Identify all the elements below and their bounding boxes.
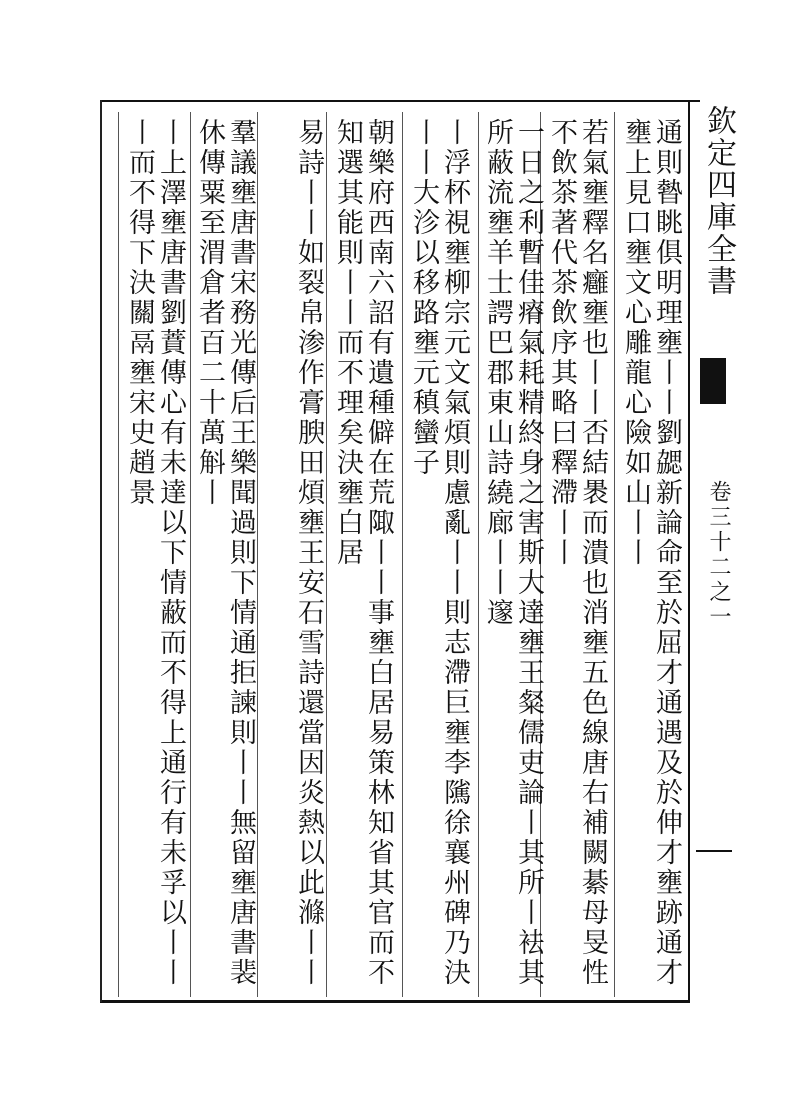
column-rule: [478, 112, 479, 997]
text-column: 通則暬眺俱明理壅丨丨劉勰新論命至於屈才通遇及於伸才壅跡通才壅上見口壅文心雕龍心險如山丨丨: [620, 118, 682, 988]
volume-label: 卷三十二之一: [706, 480, 731, 630]
text-column: 一日之利暫佳瘠氣耗精終身之害斯大達壅王粲儒吏論丨其所丨袪其所蔽流壅羊士諤巴郡東山詩繞廊丨丨邃: [482, 118, 544, 988]
column-rule: [326, 112, 327, 997]
text-column: 易詩丨丨如裂帛渗作膏腴田煩壅王安石雪詩還當因炎熱以此滌丨丨: [293, 118, 324, 988]
book-title: 欽定四庫全書: [701, 105, 736, 297]
column-rule: [402, 112, 403, 997]
column-rule: [190, 112, 191, 997]
frame-bottom-border: [100, 1000, 690, 1003]
text-column: 丨浮杯視壅柳宗元文氣煩則慮亂丨丨則志滯巨壅李隲徐襄州碑乃決丨丨大沴以移路壅元稹蠻子: [408, 118, 470, 988]
column-rule: [118, 112, 119, 997]
text-column: 丨上澤壅唐書劉蕡傳心有未達以下情蔽而不得上通行有未孚以丨丨丨而不得下決關鬲壅宋史趙景: [124, 118, 186, 988]
column-rule: [257, 112, 258, 997]
column-rule: [614, 112, 615, 997]
text-column: 若氣壅釋名癰壅也丨丨否結褁而潰也消壅五色線唐右補闕綦母旻性不飲茶著代茶飲序其略曰釋滯丨丨: [546, 118, 608, 988]
frame-top-border: [100, 100, 700, 102]
fishtail-mark: [700, 358, 726, 404]
frame-left-border: [100, 100, 102, 1002]
text-column: 羣議壅唐書宋務光傳后王樂聞過則下情通拒諫則丨丨無留壅唐書裴休傳粟至渭倉者百二十萬斛丨: [194, 118, 256, 988]
text-column: 朝樂府西南六詔有遺種僻在荒陬丨丨事壅白居易策林知省其官而不知選其能則丨丨而不理矣決壅白居: [332, 118, 394, 988]
page-number: [696, 850, 732, 852]
